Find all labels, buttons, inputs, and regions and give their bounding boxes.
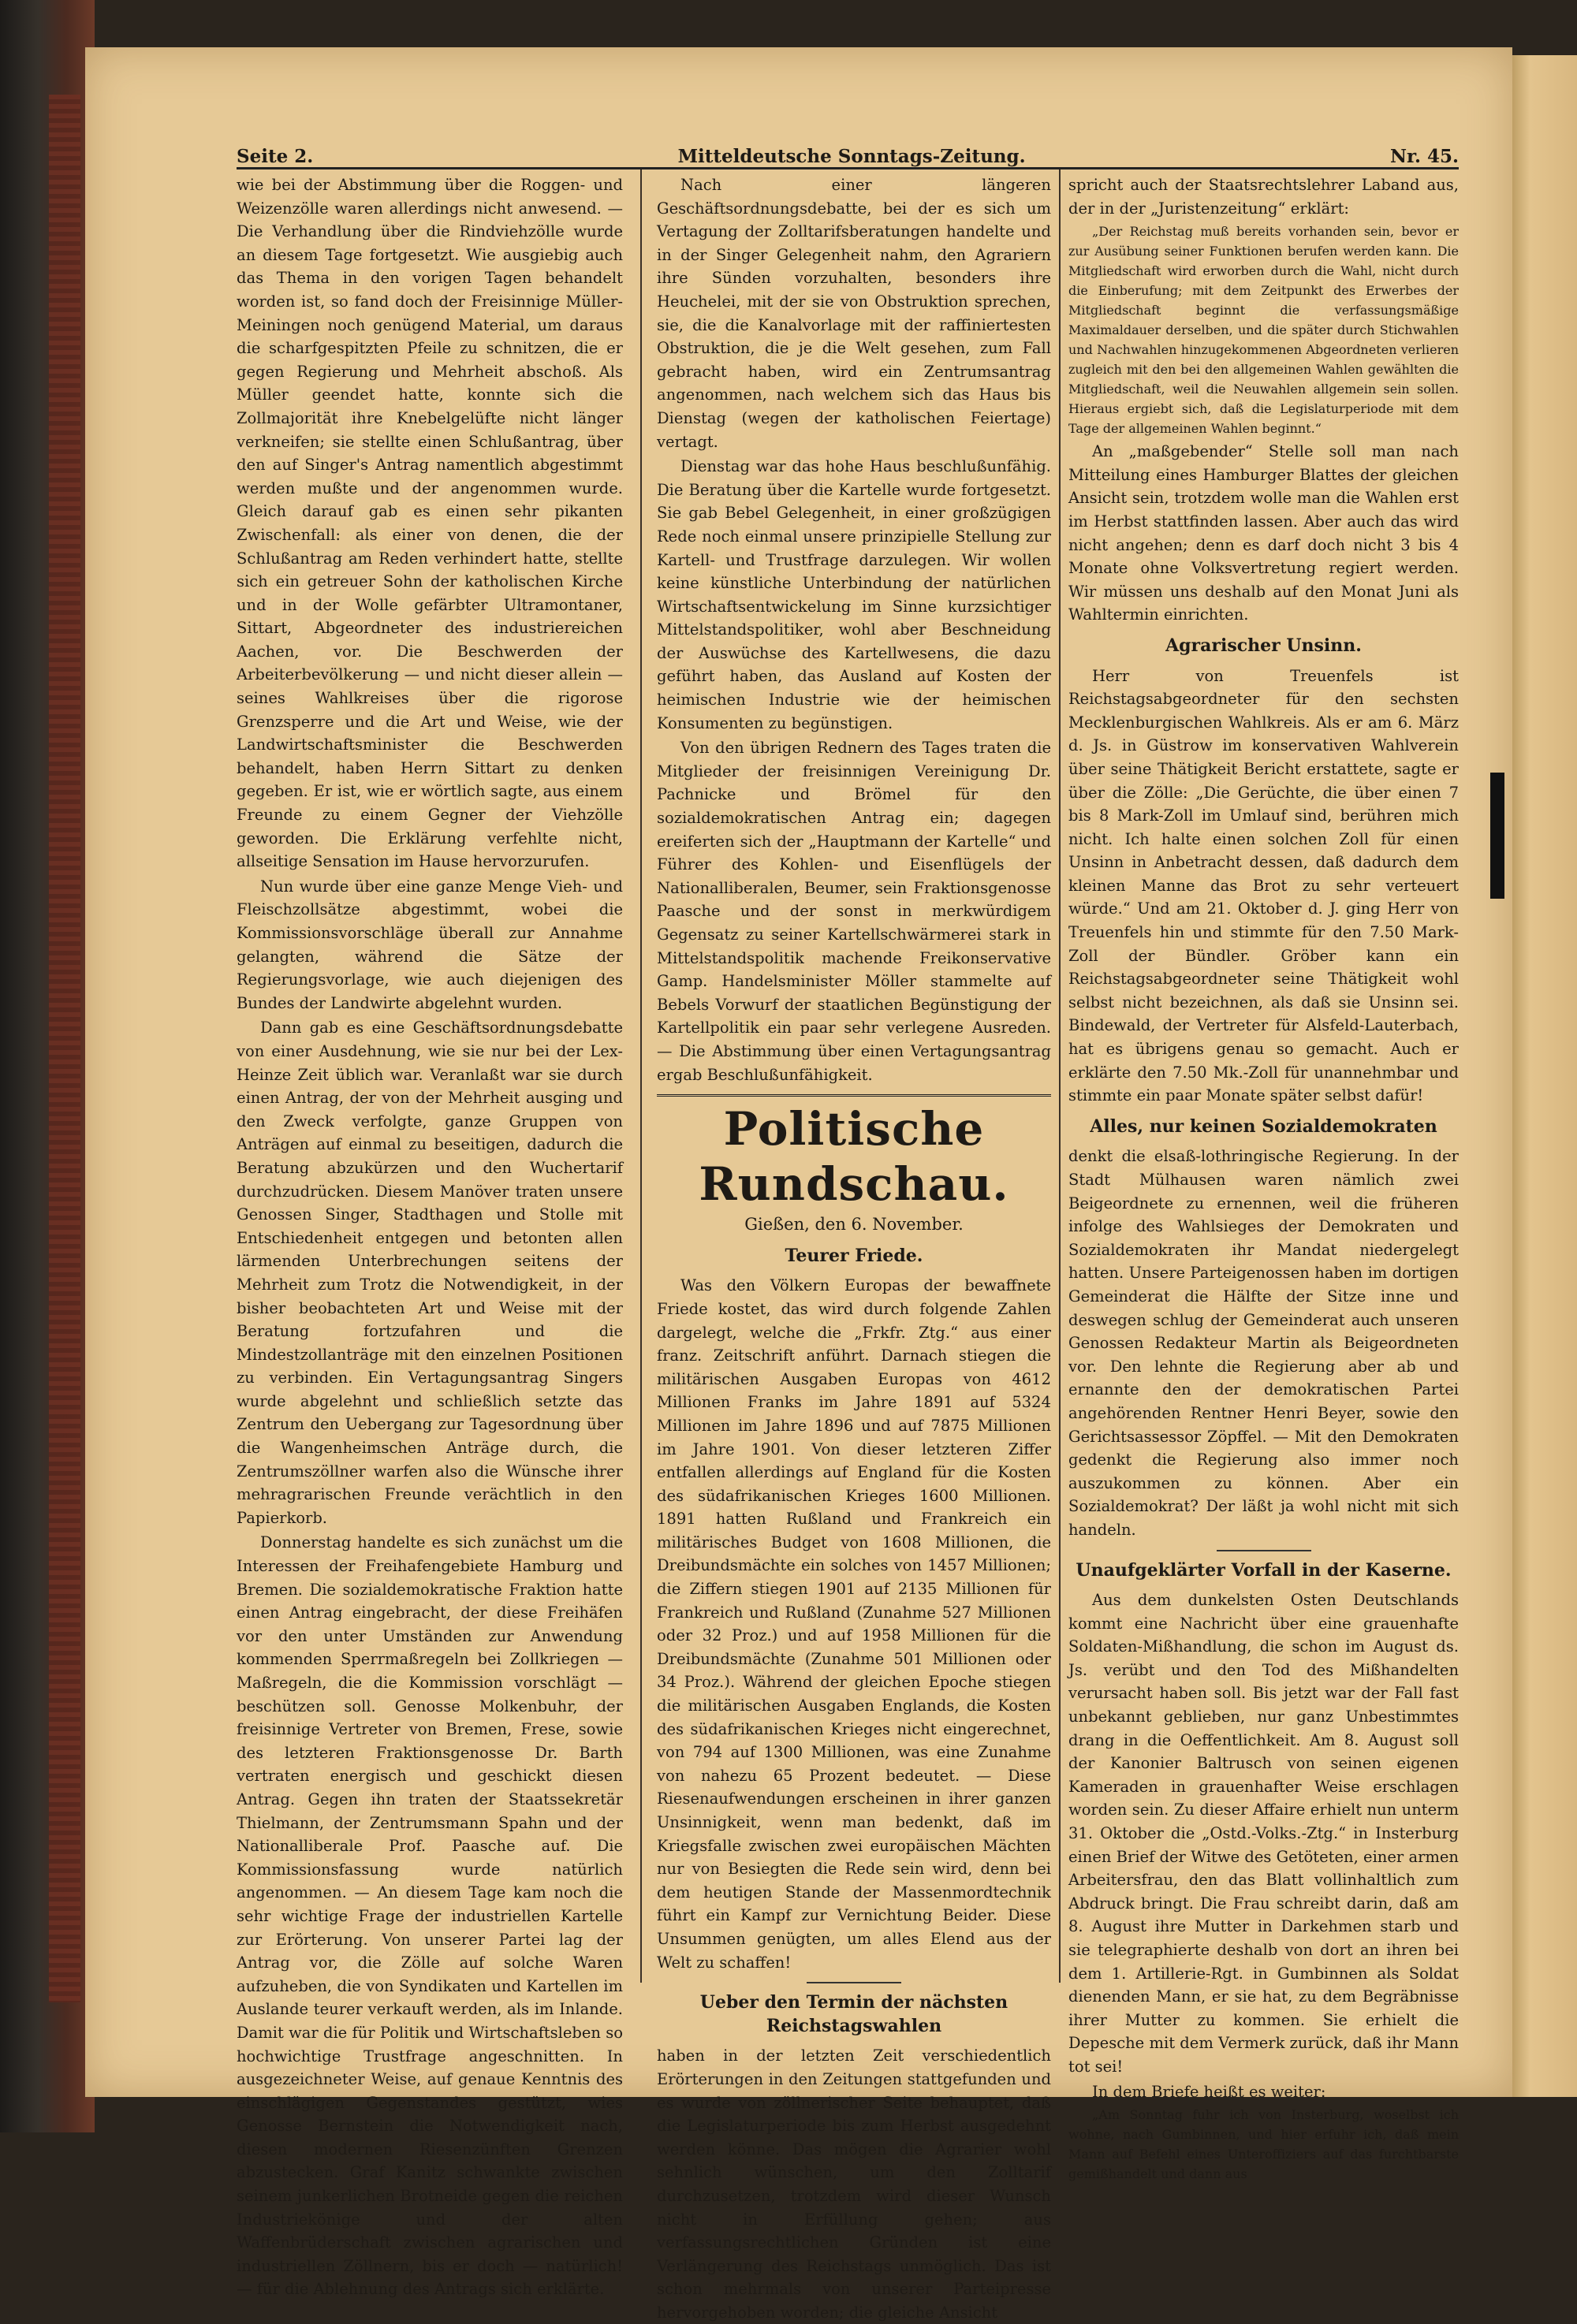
article-heading: Teurer Friede. xyxy=(785,1245,923,1266)
separator xyxy=(1217,1550,1311,1551)
article-paragraph: Dienstag war das hohe Haus beschlußunfähig. Die Beratung über die Kartelle wurde fortgesetzt. Sie gab Bebel Gelegenheit, in einer großzügigen Rede noch einmal unsere prinzipielle Stellung zur Kartell- und Trustfrage darzulegen. Wir wollen keine künstliche Unterbindung der natürlichen Wirtschaftsentwickelung im Sinne kurzsichtiger Mittelstandspolitiker, wohl aber Beschneidung der Auswüchse des Kartellwesens, die dazu geführt haben, das Ausland auf Kosten der heimischen Industrie wie der heimischen Konsumenten zu begünstigen. xyxy=(657,457,1051,732)
quotation: „Der Reichstag muß bereits vorhanden sein, bevor er zur Ausübung seiner Funktionen berufen werden kann. Die Mitgliedschaft wird erworben durch die Wahl, nicht durch die Einberufung; mit dem Zeitpunkt des Erwerbes der Mitgliedschaft beginnt die verfassungsmäßige Maximaldauer derselben, und die später durch Stichwahlen und Nachwahlen hinzugekommenen Abgeordneten verlieren zugleich mit den bei den allgemeinen Wahlen gewählten die Mitgliedschaft, weil die Neuwahlen allgemein sein sollen. Hieraus ergiebt sich, daß die Legislaturperiode mit dem Tage der allgemeinen Wahlen beginnt.“ xyxy=(1068,224,1459,437)
section-title: Politische Rundschau. xyxy=(699,1102,1009,1212)
article-paragraph: Von den übrigen Rednern des Tages traten die Mitglieder der freisinnigen Vereinigung Dr. Pachnicke und Brömel für den sozialdemokratischen Antrag ein; dagegen ereiferten sich der „Hauptmann der Kartelle“ und Führer des Kohlen- und Eisenflügels der Nationalliberalen, Beumer, sein Fraktionsgenosse Paasche und der sonst in merkwürdigem Gegensatz zu seiner Kartellschwärmerei stark in Mittelstandspolitik machende Freikonservative Gamp. Handelsminister Möller stammelte auf Bebels Vorwurf der staatlichen Begünstigung der Kartellpolitik ein paar sehr verlegene Ausreden. — Die Abstimmung über einen Vertagungsantrag ergab Beschlußunfähigkeit. xyxy=(657,739,1051,1084)
article-heading: Ueber den Termin der nächsten Reichstagswahlen xyxy=(699,1992,1008,2036)
quotation: „Am Sonntag fuhr ich von Insterburg, woselbst ich wohne, nach Gumbinnen, und hier erfuhr ich, daß mein Mann auf Befehl eines Unteroffiziers auf das furchtbarste gemißhandelt und dann aus xyxy=(1068,2107,1459,2182)
article-heading: Agrarischer Unsinn. xyxy=(1165,635,1362,656)
column-1 xyxy=(237,173,623,2299)
facing-page-edge xyxy=(1510,55,1577,2097)
dateline: Gießen, den 6. November. xyxy=(744,1215,964,1235)
separator xyxy=(807,1982,901,1983)
article-paragraph: Nun wurde über eine ganze Menge Vieh- und Fleischzollsätze abgestimmt, wobei die Kommissionsvorschläge überall zur Annahme gelangten, während die Sätze der Regierungsvorlage, wie auch diejenigen des Bundes der Landwirte abgelehnt wurden. xyxy=(237,877,623,1012)
article-paragraph: An „maßgebender“ Stelle soll man nach Mitteilung eines Hamburger Blattes der gleichen Ansicht sein, trotzdem wolle man die Wahlen erst im Herbst stattfinden lassen. Aber auch das wird nicht angehen; denn es darf doch nicht 3 bis 4 Monate ohne Volksvertretung regiert werden. Wir müssen uns deshalb auf den Monat Juni als Wahltermin einrichten. xyxy=(1068,442,1459,624)
article-paragraph: haben in der letzten Zeit verschiedentlich Erörterungen in den Zeitungen stattgefunden und es wurde von zöllnerischer Seite behauptet, daß die Legislaturperiode bis zum Herbst ausgedehnt werden könne. Das mögen die Agrarier wohl sehnlich wünschen, um den Zolltarif durchzusetzen, trotzdem wird dieser Wunsch nicht in Erfüllung gehen; aus verfassungsrechtlichen Gründen ist eine Verlängerung des Reichstags unmöglich. Das ist schon mehrmals von unserer Parteipresse hervorgehoben worden; die gleiche Ansicht xyxy=(657,2047,1051,2322)
header-rule xyxy=(237,167,1459,169)
article-heading: Alles, nur keinen Sozialdemokraten xyxy=(1090,1115,1437,1137)
page-number: Seite 2. xyxy=(237,145,314,167)
issue-number: Nr. 45. xyxy=(1389,145,1459,167)
article-heading: Unaufgeklärter Vorfall in der Kaserne. xyxy=(1076,1559,1452,1581)
column-rule-2 xyxy=(1059,169,1061,1983)
book-binding xyxy=(0,0,95,2132)
section-rule xyxy=(657,1094,1051,1097)
column-2 xyxy=(657,173,1051,2322)
binding-clip xyxy=(1490,773,1504,899)
article-paragraph: spricht auch der Staatsrechtslehrer Laband aus, der in der „Juristenzeitung“ erklärt: xyxy=(1068,176,1459,218)
article-paragraph: denkt die elsaß-lothringische Regierung. In der Stadt Mülhausen waren nämlich zwei Beigeordnete zu ernennen, weil die früheren infolge des Wahlsieges der Demokraten und Sozialdemokraten ihr Mandat niedergelegt hatten. Unsere Parteigenossen haben im dortigen Gemeinderat die Hälfte der Sitze inne und deswegen schlug der Gemeinderat auch unseren Genossen Redakteur Martin als Beigeordneten vor. Den lehnte die Regierung aber ab und ernannte den der demokratischen Partei angehörenden Rentner Henri Beyer, sowie den Gerichtsassessor Zöpffel. — Mit den Demokraten gedenkt die Regierung also immer noch auszukommen zu können. Aber ein Sozialdemokrat? Der läßt ja wohl nicht mit sich handeln. xyxy=(1068,1147,1459,1539)
article-paragraph: Nach einer längeren Geschäftsordnungsdebatte, bei der es sich um Vertagung der Zolltarifsberatungen handelte und in der Singer Gelegenheit nahm, den Agrariern ihre Sünden vorzuhalten, besonders ihre Heuchelei, mit der sie von Obstruktion sprechen, sie, die die Kanalvorlage mit der raffiniertesten Obstruktion, die je die Welt gesehen, zum Fall gebracht haben, wird ein Zentrumsantrag angenommen, nach welchem sich das Haus bis Dienstag (wegen der katholischen Feiertage) vertagt. xyxy=(657,176,1051,451)
column-rule-1 xyxy=(640,169,642,1983)
article-paragraph: Was den Völkern Europas der bewaffnete Friede kostet, das wird durch folgende Zahlen dargelegt, welche die „Frkfr. Ztg.“ aus einer franz. Zeitschrift anführt. Darnach stiegen die militärischen Ausgaben Europas von 4612 Millionen Franks im Jahre 1891 auf 5324 Millionen im Jahre 1896 und auf 7875 Millionen im Jahre 1901. Von dieser letzteren Ziffer entfallen allerdings auf England für die Kosten des südafrikanischen Krieges 1600 Millionen. 1891 hatten Rußland und Frankreich ein militärisches Budget von 1608 Millionen, die Dreibundsmächte ein solches von 1457 Millionen; die Ziffern stiegen 1901 auf 2135 Millionen für Frankreich und Rußland (Zunahme 527 Millionen oder 32 Proz.) und auf 1958 Millionen für die Dreibundsmächte (Zunahme 501 Millionen oder 34 Proz.). Während der gleichen Epoche stiegen die militärischen Ausgaben Englands, die Kosten des südafrikanischen Krieges nicht eingerechnet, von 794 auf 1300 Millionen, was eine Zunahme von nahezu 65 Prozent bedeutet. — Diese Riesenaufwendungen erscheinen in ihrer ganzen Unsinnigkeit, wenn man bedenkt, daß im Kriegsfalle zwischen zwei europäischen Mächten nur von Besiegten die Rede sein wird, denn bei dem heutigen Stande der Massenmordtechnik führt ein Kampf zur Vernichtung Beider. Diese Unsummen genügten, um alles Elend aus der Welt zu schaffen! xyxy=(657,1276,1051,1972)
article-paragraph: Donnerstag handelte es sich zunächst um die Interessen der Freihafengebiete Hamburg und Bremen. Die sozialdemokratische Fraktion hatte einen Antrag eingebracht, der diese Freihäfen vor den unter Umständen zur Anwendung kommenden Sperrmaßregeln bei Zollkriegen — Maßregeln, die die Kommission vorschlägt — beschützen soll. Genosse Molkenbuhr, der freisinnige Vertreter von Bremen, Frese, sowie des letzteren Fraktionsgenosse Dr. Barth vertraten energisch und geschickt diesen Antrag. Gegen ihn traten der Staatssekretär Thielmann, der Zentrumsmann Spahn und der Nationalliberale Prof. Paasche auf. Die Kommissionsfassung wurde natürlich angenommen. — An diesem Tage kam noch die sehr wichtige Frage der industriellen Kartelle zur Erörterung. Von unserer Partei lag der Antrag vor, die Zölle auf solche Waren aufzuheben, die von Syndikaten und Kartellen im Auslande teurer verkauft werden, als im Inlande. Damit war die für Politik und Wirtschaftsleben so hochwichtige Trustfrage angeschnitten. In ausgezeichneter Weise, auf genaue Kenntnis des einschlägigen Gegenstandes gestützt, wies Genosse Bernstein die Notwendigkeit nach, diesen modernen Riesenzünften Grenzen abzustecken. Graf Kanitz schwankte zwischen seinem junkerlichen Brotneide gegen die reichen Industriekönige und der alten Waffenbrüderschaft zwischen agrarischen und industriellen Zöllnern, bis er doch — natürlich! — für die Ablehnung des Antrags sich erklärte. xyxy=(237,1533,623,2299)
spine-strip xyxy=(49,95,80,2002)
newspaper-title: Mitteldeutsche Sonntags-Zeitung. xyxy=(677,145,1026,167)
article-paragraph: Dann gab es eine Geschäftsordnungsdebatte von einer Ausdehnung, wie sie nur bei der Lex-Heinze Zeit üblich war. Veranlaßt war sie durch einen Antrag, der von der Mehrheit ausging und den Zweck verfolgte, ganze Gruppen von Anträgen auf einmal zu beseitigen, dadurch die Beratung abzukürzen und den Wuchertarif durchzudrücken. Diesem Manöver traten unsere Genossen Singer, Stadthagen und Stolle mit Entschiedenheit entgegen und betonten allen lärmenden Unterbrechungen seitens der Mehrheit zum Trotz die Notwendigkeit, in der bisher beobachteten Art und Weise mit der Beratung fortzufahren und die Mindestzollanträge mit den einzelnen Positionen zu verbinden. Ein Vertagungsantrag Singers wurde abgelehnt und schließlich setzte das Zentrum den Uebergang zur Tagesordnung über die Wangenheimschen Anträge durch, die Zentrumszöllner warfen also die Wünsche ihrer mehragrarischen Freunde verächtlich in den Papierkorb. xyxy=(237,1019,623,1527)
article-paragraph: wie bei der Abstimmung über die Roggen- und Weizenzölle waren allerdings nicht anwesend. — Die Verhandlung über die Rindviehzölle wurde an diesem Tage fortgesetzt. Wie ausgiebig auch das Thema in den vorigen Tagen behandelt worden ist, so fand doch der Freisinnige Müller-Meiningen noch genügend Material, um daraus die scharfgespitzten Pfeile zu schnitzen, die er gegen Regierung und Mehrheit abschoß. Als Müller geendet hatte, konnte sich die Zollmajorität ihre Knebelgelüfte nicht länger verkneifen; sie stellte einen Schlußantrag, über den auf Singer's Antrag namentlich abgestimmt werden mußte und der angenommen wurde. Gleich darauf gab es einen sehr pikanten Zwischenfall: als einer von denen, die der Schlußantrag am Reden verhindert hatte, stellte sich ein getreuer Sohn der katholischen Kirche und in der Wolle gefärbter Ultramontaner, Sittart, Abgeordneter des industriereichen Aachen, vor. Die Beschwerden der Arbeiterbevölkerung — und nicht dieser allein — seines Wahlkreises über die rigorose Grenzsperre und die Art und Weise, wie der Landwirtschaftsminister die Beschwerden behandelt, haben Herrn Sittart zu denken gegeben. Er ist, wie er wörtlich sagte, aus einem Freunde zu einem Gegner der Viehzölle geworden. Die Erklärung verfehlte nicht, allseitige Sensation im Hause hervorzurufen. xyxy=(237,176,623,871)
article-paragraph: In dem Briefe heißt es weiter: xyxy=(1092,2082,1326,2101)
article-paragraph: Herr von Treuenfels ist Reichstagsabgeordneter für den sechsten Mecklenburgischen Wahlkreis. Als er am 6. März d. Js. in Güstrow im konservativen Wahlverein über seine Thätigkeit Bericht erstattete, sagte er über die Zölle: „Die Gerüchte, die über einen 7 bis 8 Mark-Zoll im Umlauf sind, berühren mich nicht. Ich halte einen solchen Zoll für einen Unsinn in Anbetracht dessen, daß dadurch dem kleinen Manne das Brot zu sehr verteuert würde.“ Und am 21. Oktober d. J. ging Herr von Treuenfels hin und stimmte für den 7.50 Mark-Zoll der Bündler. Gröber kann ein Reichstagsabgeordneter seine Thätigkeit wohl selbst nicht bezeichnen, als daß sie Unsinn sei. Bindewald, der Vertreter für Alsfeld-Lauterbach, hat es übrigens genau so gemacht. Auch er erklärte den 7.50 Mk.-Zoll für unannehmbar und stimmte ein paar Monate später selbst dafür! xyxy=(1068,666,1459,1105)
column-3 xyxy=(1068,173,1459,2182)
article-paragraph: Aus dem dunkelsten Osten Deutschlands kommt eine Nachricht über eine grauenhafte Soldaten-Mißhandlung, die schon im August ds. Js. verübt und den Tod des Mißhandelten verursacht haben soll. Bis jetzt war der Fall fast unbekannt geblieben, nur ganz Unbestimmtes drang in die Oeffentlichkeit. Am 8. August soll der Kanonier Baltrusch von seinen eigenen Kameraden in grauenhafter Weise erschlagen worden sein. Zu dieser Affaire erhielt nun unterm 31. Oktober die „Ostd.-Volks.-Ztg.“ in Insterburg einen Brief der Witwe des Getöteten, einer armen Arbeitersfrau, den das Blatt vollinhaltlich zum Abdruck bringt. Die Frau schreibt darin, daß am 8. August ihre Mutter in Darkehmen starb und sie telegraphierte deshalb von dort an ihren bei dem 1. Artillerie-Rgt. in Gumbinnen als Soldat dienenden Mann, er sie hat, zu dem Begräbnisse ihrer Mutter zu kommen. Sie erhielt die Depesche mit dem Vermerk zurück, daß ihr Mann tot sei! xyxy=(1068,1591,1459,2076)
